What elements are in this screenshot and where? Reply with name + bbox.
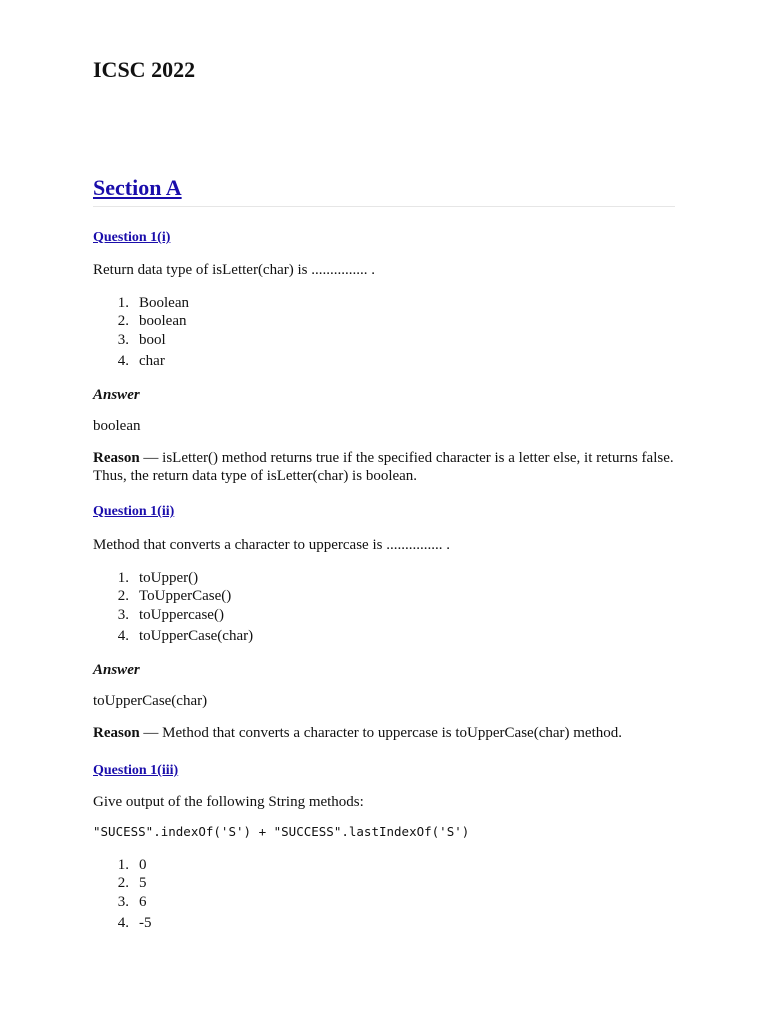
option-item: 4. char: [117, 353, 165, 369]
code-snippet: "SUCESS".indexOf('S') + "SUCCESS".lastIndexOf('S'): [93, 824, 470, 839]
section-heading[interactable]: Section A: [93, 175, 182, 200]
reason-label: Reason: [93, 450, 140, 466]
answer-text: boolean: [93, 418, 141, 434]
answer-label: Answer: [93, 387, 140, 403]
option-item: 1. 0: [117, 857, 147, 873]
option-item: 3. toUppercase(): [117, 607, 224, 623]
option-item: 3. bool: [117, 332, 166, 348]
option-item: 3. 6: [117, 894, 147, 910]
option-item: 4. -5: [117, 915, 152, 931]
question-1ii-link[interactable]: Question 1(ii): [93, 504, 175, 519]
page-title: ICSC 2022: [93, 57, 196, 82]
option-item: 1. toUpper(): [117, 570, 199, 586]
reason-label: Reason: [93, 725, 140, 741]
reason-text: Reason — isLetter() method returns true if the specified character is a letter else, it returns false. Thus, the return data type of isLetter(char) is boolean.: [93, 450, 674, 484]
question-1i-prompt: Return data type of isLetter(char) is ............... .: [93, 262, 375, 278]
question-1iii-link[interactable]: Question 1(iii): [93, 763, 179, 778]
section-divider: [93, 206, 675, 207]
answer-text: toUpperCase(char): [93, 693, 208, 709]
answer-label: Answer: [93, 662, 140, 678]
reason-text: Reason — Method that converts a character to uppercase is toUpperCase(char) method.: [93, 725, 622, 741]
option-item: 2. boolean: [117, 313, 187, 329]
option-item: 1. Boolean: [117, 295, 189, 311]
option-item: 4. toUpperCase(char): [117, 628, 254, 644]
question-1ii-prompt: Method that converts a character to uppercase is ............... .: [93, 537, 450, 553]
question-1i-link[interactable]: Question 1(i): [93, 230, 171, 245]
question-1iii-prompt: Give output of the following String methods:: [93, 794, 364, 810]
option-item: 2. 5: [117, 875, 147, 891]
option-item: 2. ToUpperCase(): [117, 588, 232, 604]
